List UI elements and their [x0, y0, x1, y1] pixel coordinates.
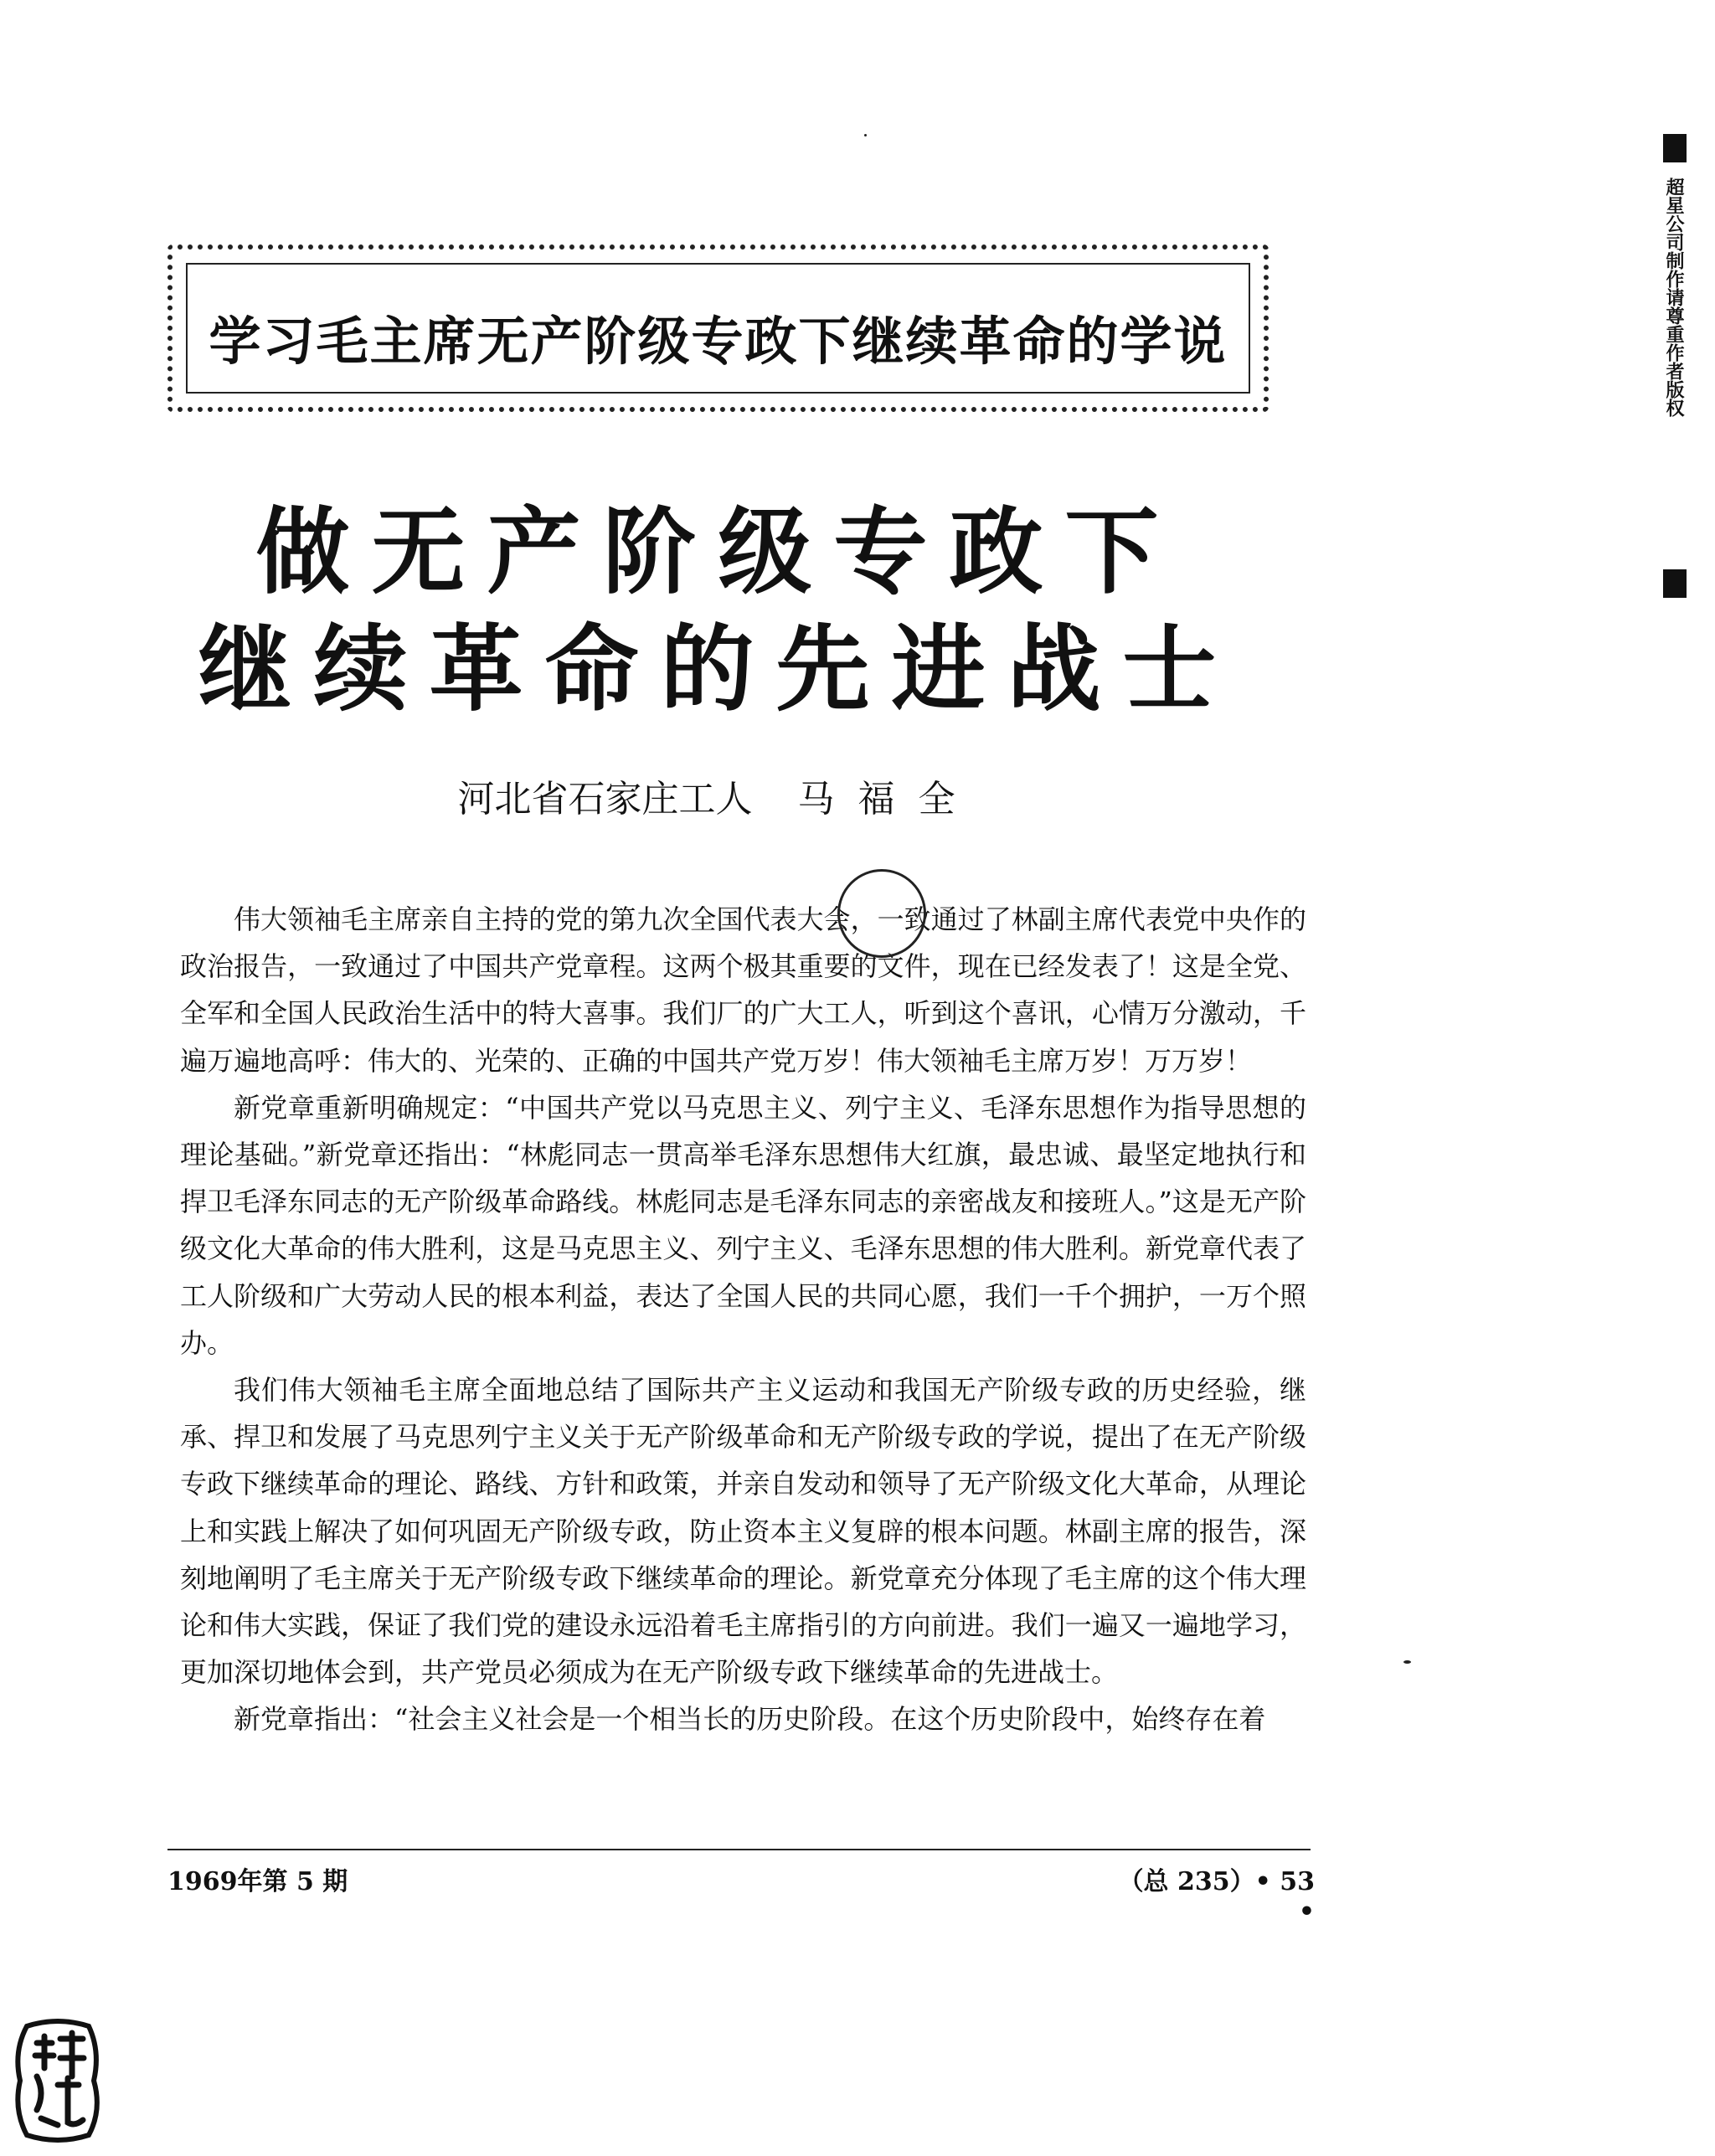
article-title-line-1: 做无产阶级专政下	[255, 497, 1181, 607]
paragraph: 我们伟大领袖毛主席全面地总结了国际共产主义运动和我国无产阶级专政的历史经验，继承、捍卫和发展了马克思列宁主义关于无产阶级革命和无产阶级专政的学说，提出了在无产阶级专政下继续革命的理论、路线、方针和政策，并亲自发动和领导了无产阶级文化大革命，从理论上和实践上解决了如何巩固无产阶级专政，防止资本主义复辟的根本问题。林副主席的报告，深刻地阐明了毛主席关于无产阶级专政下继续革命的理论。新党章充分体现了毛主席的这个伟大理论和伟大实践，保证了我们党的建设永远沿着毛主席指引的方向前进。我们一遍又一遍地学习，更加深切地体会到，共产党员必须成为在无产阶级专政下继续革命的先进战士。	[180, 1374, 1306, 1689]
scan-speck	[1403, 1660, 1411, 1664]
seal-stamp-icon	[12, 2018, 104, 2143]
issue-label: 1969年第 5 期	[167, 1867, 348, 1896]
watermark-bar-bottom	[1663, 569, 1687, 598]
byline-org: 河北省石家庄工人	[457, 778, 753, 821]
paragraph: 新党章重新明确规定：“中国共产党以马克思主义、列宁主义、毛泽东思想作为指导思想的理论基础。”新党章还指出：“林彪同志一贯高举毛泽东思想伟大红旗，最忠诚、最坚定地执行和捍卫毛泽东同志的无产阶级革命路线。林彪同志是毛泽东同志的亲密战友和接班人。”这是无产阶级文化大革命的伟大胜利，这是马克思主义、列宁主义、毛泽东思想的伟大胜利。新党章代表了工人阶级和广大劳动人民的根本利益，表达了全国人民的共同心愿，我们一千个拥护，一万个照办。	[180, 1091, 1306, 1359]
watermark-bar-top	[1663, 134, 1687, 162]
paragraph: 新党章指出：“社会主义社会是一个相当长的历史阶段。在这个历史阶段中，始终存在着	[234, 1703, 1266, 1736]
page-number: （总 235）• 53 •	[1118, 1867, 1315, 1927]
byline	[167, 769, 1269, 822]
footer-rule	[167, 1849, 1311, 1850]
article-title-line-2: 继续革命的先进战士	[198, 615, 1239, 724]
series-title: 学习毛主席无产阶级专政下继续革命的学说	[209, 311, 1228, 372]
watermark-text: 超星公司制作请尊重作者版权	[1663, 178, 1684, 417]
paragraph: 伟大领袖毛主席亲自主持的党的第九次全国代表大会，一致通过了林副主席代表党中央作的政治报告，一致通过了中国共产党章程。这两个极其重要的文件，现在已经发表了！这是全党、全军和全国人民政治生活中的特大喜事。我们厂的广大工人，听到这个喜讯，心情万分激动，千遍万遍地高呼：伟大的、光荣的、正确的中国共产党万岁！伟大领袖毛主席万岁！万万岁！	[180, 903, 1306, 1077]
scan-speck	[864, 134, 867, 136]
series-header-box	[167, 244, 1269, 412]
side-watermark	[1660, 134, 1693, 594]
hand-drawn-circle-mark	[837, 869, 926, 958]
byline-author: 马福全	[797, 778, 979, 821]
article-body	[180, 896, 1306, 1743]
